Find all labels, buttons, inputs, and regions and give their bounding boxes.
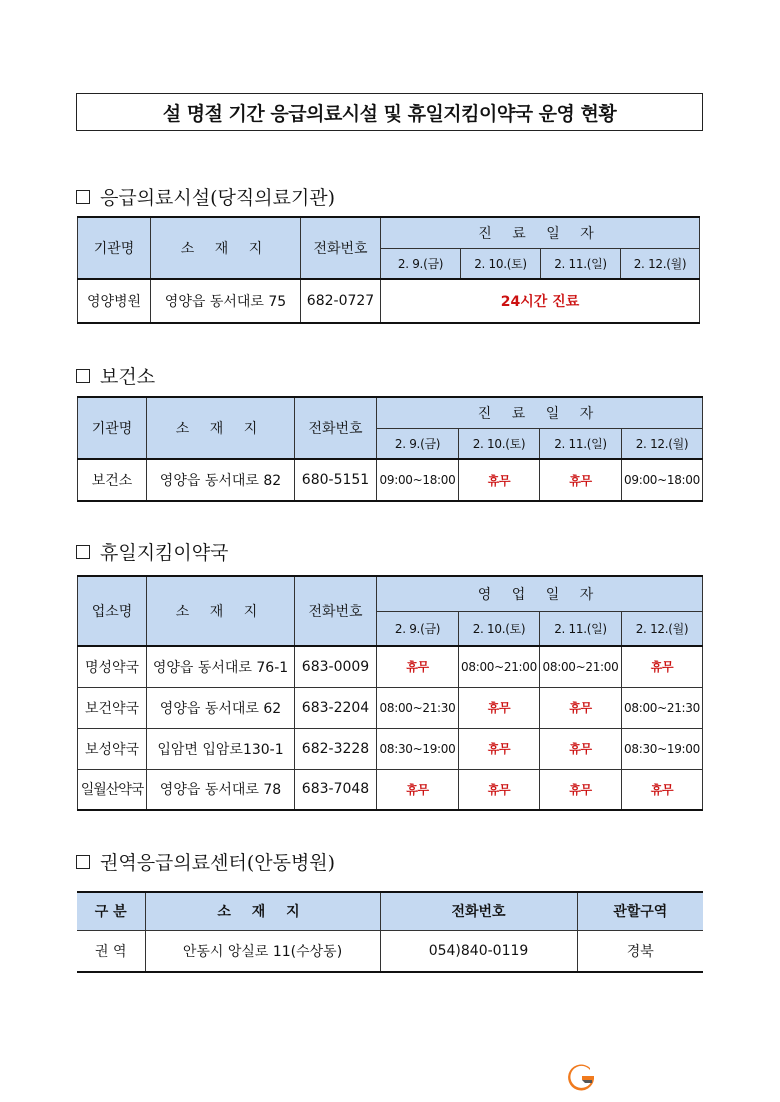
table-row	[78, 279, 700, 323]
col-header-area: 관할구역	[577, 892, 703, 930]
date-header: 2. 11.(일)	[540, 428, 622, 459]
checkbox-square-icon	[76, 855, 90, 869]
section-heading-label: 권역응급의료센터(안동병원)	[100, 852, 336, 874]
table-row	[78, 459, 703, 501]
pharmacy-name: 보성약국	[78, 728, 147, 769]
facility-phone: 682-0727	[301, 279, 381, 323]
col-header-phone: 전화번호	[301, 217, 381, 279]
pharmacy-name: 보건약국	[78, 687, 147, 728]
hours-cell: 09:00~18:00	[377, 459, 459, 501]
section-heading-label: 보건소	[100, 366, 156, 388]
col-header-phone: 전화번호	[380, 892, 577, 930]
table-row	[77, 930, 703, 972]
hours-cell: 휴무	[540, 687, 622, 728]
pharmacy-address: 영양읍 동서대로 78	[147, 769, 295, 810]
col-header-name: 기관명	[78, 397, 147, 459]
regional-center-table	[77, 891, 703, 973]
col-header-address: 소 재 지	[147, 397, 295, 459]
col-header-days-group: 영 업 일 자	[377, 576, 703, 611]
hours-note: 24시간 진료	[381, 279, 700, 323]
hours-cell: 휴무	[540, 769, 622, 810]
hours-cell: 08:00~21:30	[622, 687, 703, 728]
section-heading-health-center	[76, 362, 155, 389]
pharmacy-address: 입암면 입암로130-1	[147, 728, 295, 769]
hours-cell: 08:00~21:30	[377, 687, 459, 728]
date-header: 2. 11.(일)	[541, 248, 621, 279]
section-heading-pharmacy	[76, 538, 228, 565]
section-heading-label: 휴일지킴이약국	[100, 542, 229, 564]
center-area: 경북	[577, 930, 703, 972]
hours-cell: 휴무	[540, 728, 622, 769]
hours-cell: 휴무	[459, 459, 540, 501]
col-header-address: 소 재 지	[151, 217, 301, 279]
hours-cell: 휴무	[459, 728, 540, 769]
pharmacy-phone: 683-0009	[295, 646, 377, 687]
g-logo-icon	[568, 1064, 596, 1092]
hours-cell: 08:30~19:00	[622, 728, 703, 769]
hours-cell: 휴무	[377, 769, 459, 810]
section-heading-emergency	[76, 183, 335, 210]
table-row	[78, 646, 703, 687]
page-title: 설 명절 기간 응급의료시설 및 휴일지킴이약국 운영 현황	[76, 93, 703, 131]
center-address: 안동시 앙실로 11(수상동)	[145, 930, 380, 972]
col-header-address: 소 재 지	[147, 576, 295, 646]
col-header-days-group: 진 료 일 자	[377, 397, 703, 428]
date-header: 2. 9.(금)	[377, 611, 459, 646]
col-header-address: 소 재 지	[145, 892, 380, 930]
facility-address: 영양읍 동서대로 75	[151, 279, 301, 323]
pharmacy-name: 명성약국	[78, 646, 147, 687]
facility-name: 보건소	[78, 459, 147, 501]
pharmacy-phone: 683-7048	[295, 769, 377, 810]
pharmacy-table	[77, 575, 703, 811]
facility-phone: 680-5151	[295, 459, 377, 501]
hours-cell: 휴무	[377, 646, 459, 687]
hours-cell: 08:30~19:00	[377, 728, 459, 769]
pharmacy-address: 영양읍 동서대로 76-1	[147, 646, 295, 687]
hours-cell: 08:00~21:00	[459, 646, 540, 687]
col-header-type: 구 분	[77, 892, 145, 930]
checkbox-square-icon	[76, 545, 90, 559]
date-header: 2. 11.(일)	[540, 611, 622, 646]
hours-cell: 휴무	[459, 769, 540, 810]
date-header: 2. 12.(월)	[622, 611, 703, 646]
pharmacy-phone: 682-3228	[295, 728, 377, 769]
col-header-name: 업소명	[78, 576, 147, 646]
table-row	[78, 687, 703, 728]
date-header: 2. 10.(토)	[459, 428, 540, 459]
hours-cell: 휴무	[540, 459, 622, 501]
date-header: 2. 9.(금)	[381, 248, 461, 279]
hours-cell: 휴무	[459, 687, 540, 728]
checkbox-square-icon	[76, 369, 90, 383]
hours-cell: 휴무	[622, 646, 703, 687]
facility-name: 영양병원	[78, 279, 151, 323]
section-heading-label: 응급의료시설(당직의료기관)	[100, 187, 336, 209]
col-header-phone: 전화번호	[295, 397, 377, 459]
section-heading-regional-center	[76, 848, 335, 875]
table-row	[78, 728, 703, 769]
center-phone: 054)840-0119	[380, 930, 577, 972]
hours-cell: 09:00~18:00	[622, 459, 703, 501]
date-header: 2. 9.(금)	[377, 428, 459, 459]
date-header: 2. 12.(월)	[621, 248, 700, 279]
date-header: 2. 10.(토)	[461, 248, 541, 279]
center-type: 권 역	[77, 930, 145, 972]
facility-address: 영양읍 동서대로 82	[147, 459, 295, 501]
hours-cell: 08:00~21:00	[540, 646, 622, 687]
pharmacy-name: 일월산약국	[78, 769, 147, 810]
checkbox-square-icon	[76, 190, 90, 204]
col-header-phone: 전화번호	[295, 576, 377, 646]
pharmacy-address: 영양읍 동서대로 62	[147, 687, 295, 728]
emergency-facility-table	[77, 216, 700, 324]
health-center-table	[77, 396, 703, 502]
col-header-name: 기관명	[78, 217, 151, 279]
col-header-days-group: 진 료 일 자	[381, 217, 700, 248]
table-row	[78, 769, 703, 810]
pharmacy-phone: 683-2204	[295, 687, 377, 728]
hours-cell: 휴무	[622, 769, 703, 810]
date-header: 2. 12.(월)	[622, 428, 703, 459]
date-header: 2. 10.(토)	[459, 611, 540, 646]
